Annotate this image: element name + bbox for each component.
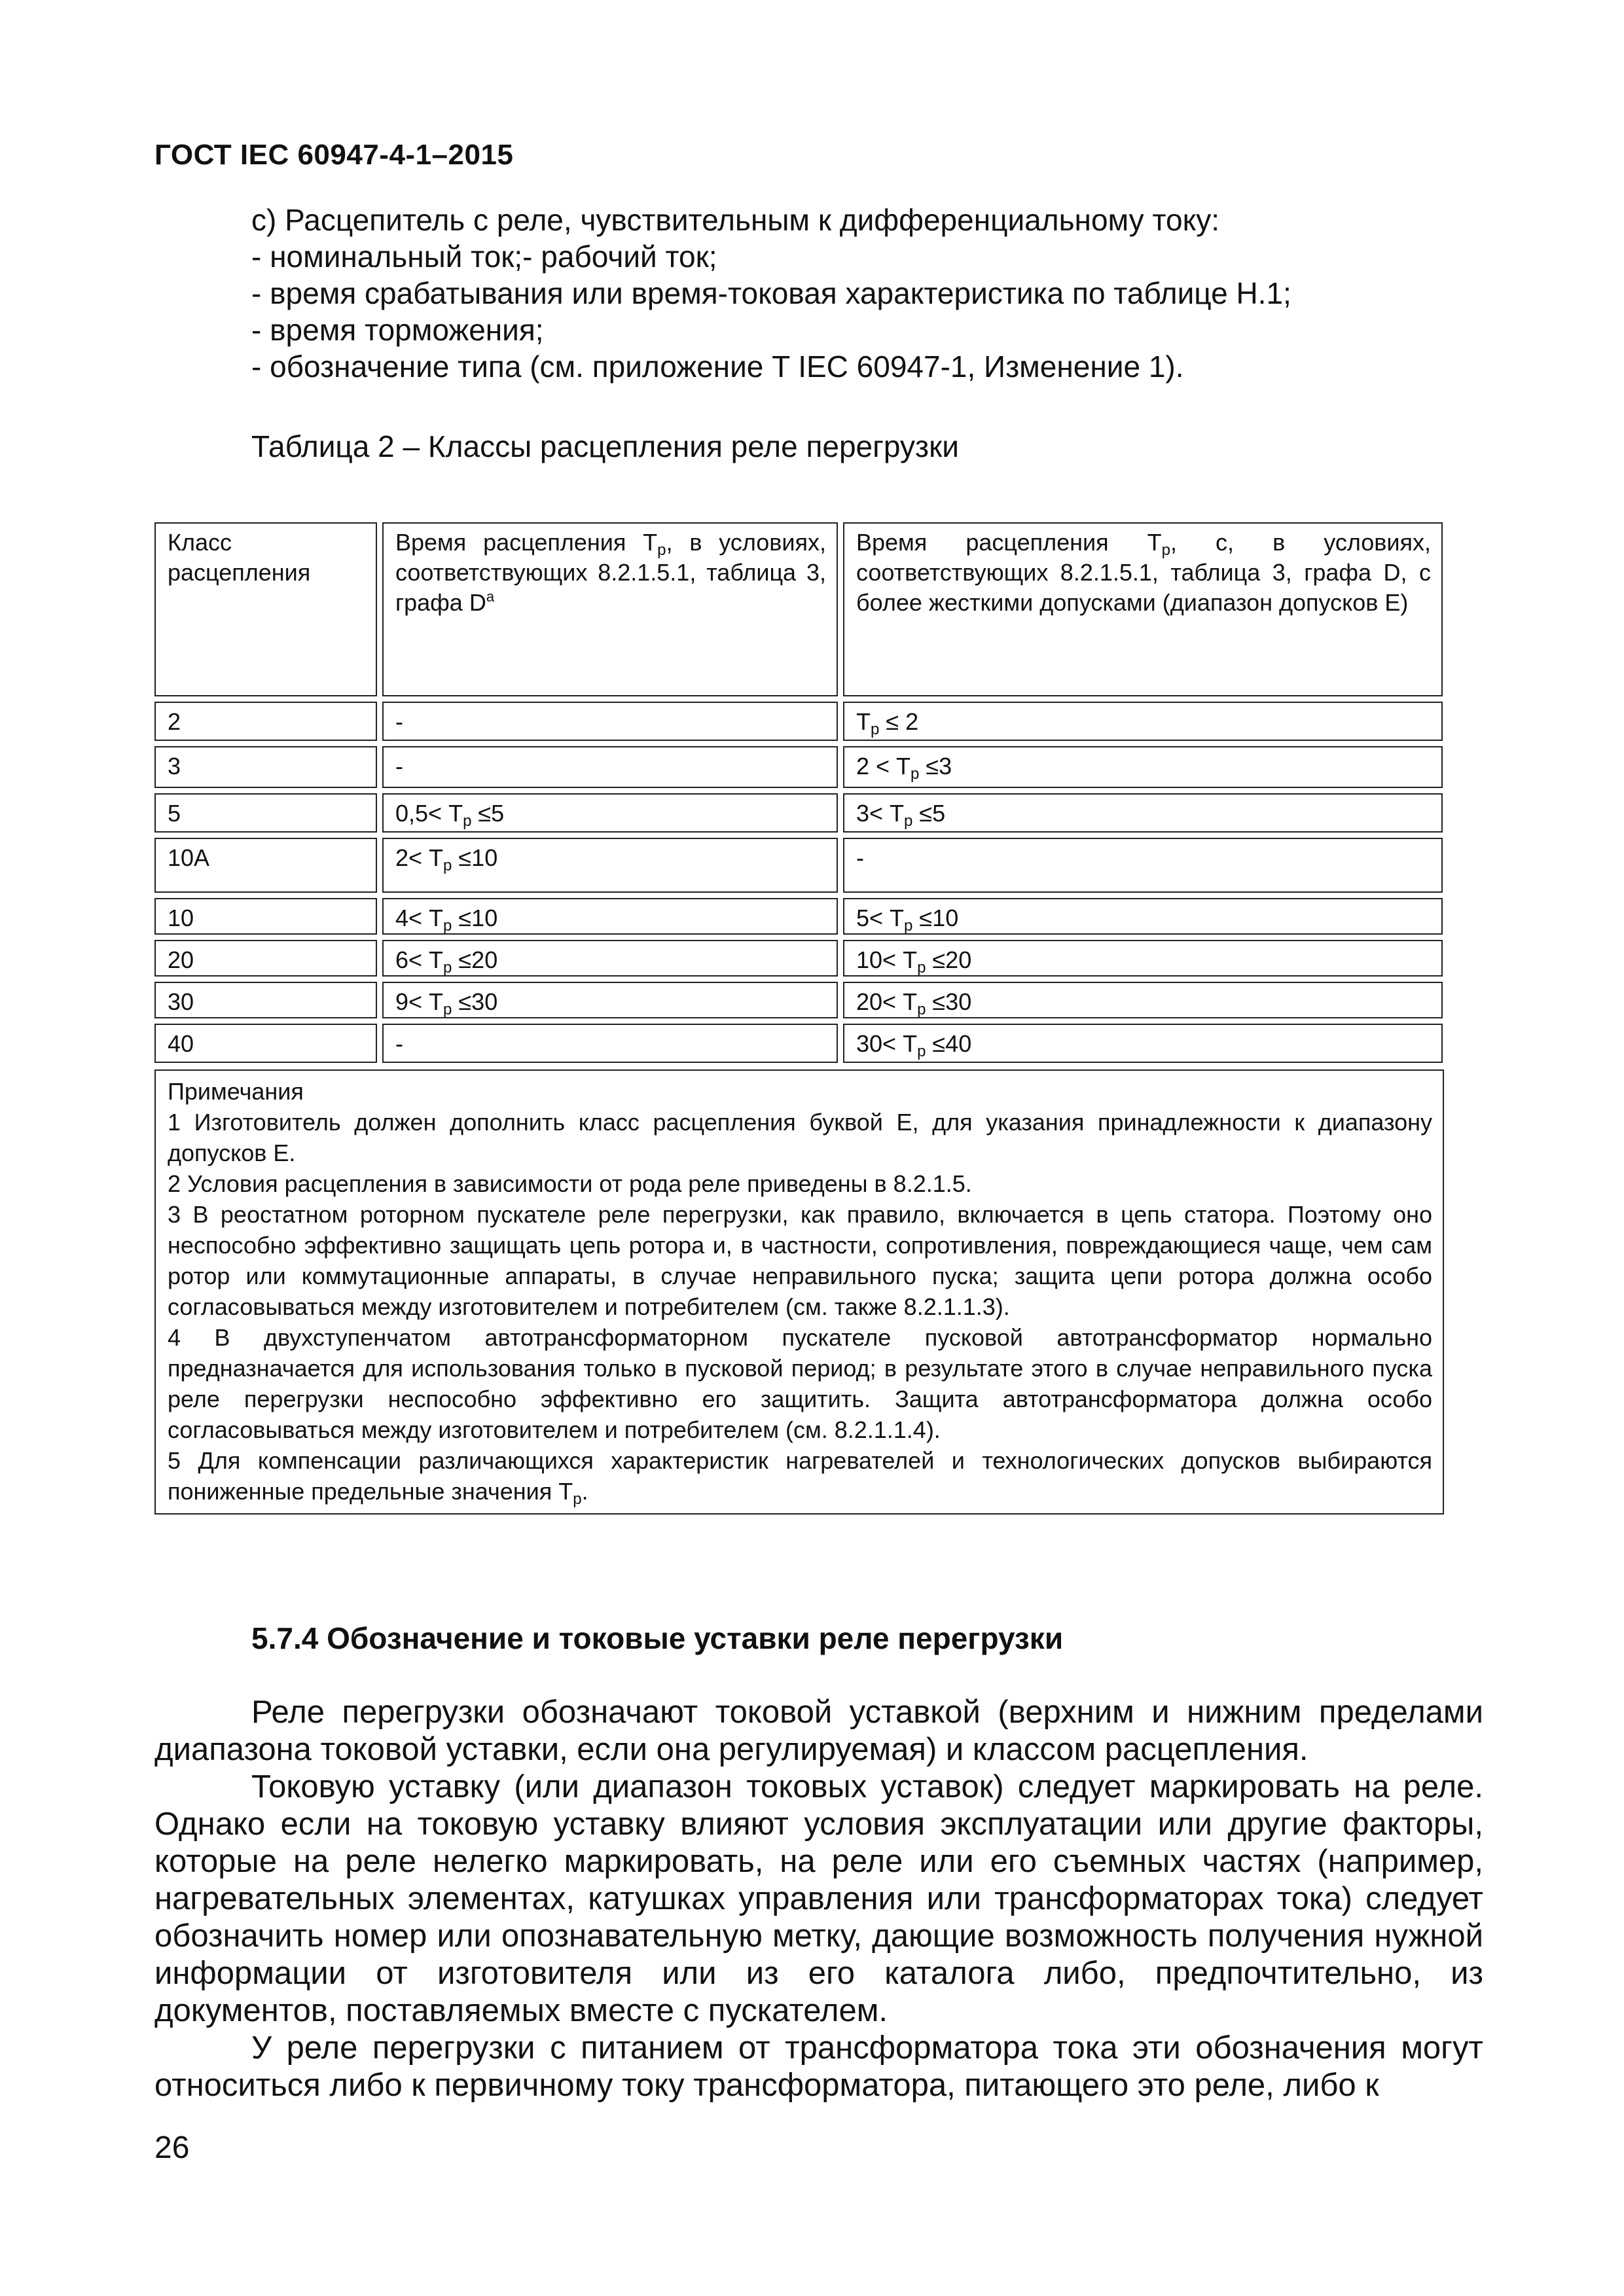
section-heading: 5.7.4 Обозначение и токовые уставки реле перегрузки (251, 1621, 1064, 1655)
list-item: - номинальный ток;- рабочий ток; (251, 240, 717, 274)
cell-trip-time: $2< Т_р \le 10$ (382, 838, 838, 893)
table-row (154, 982, 1444, 1018)
table-row (154, 838, 1444, 893)
note-item: 3 В реостатном роторном пускателе реле перегрузки, как правило, включается в цепь статора. Поэтому оно неспособно эффективно защищать цепь ротора и, в частности, сопротивления, повреждающиеся чаще, чем сам ротор или коммутационные аппараты, в случае неправильного пуска; защита цепи ротора должна особо согласовываться между изготовителем и потребителем (см. также 8.2.1.1.3). (168, 1201, 1432, 1320)
table-row (154, 746, 1444, 788)
list-item: - время торможения; (251, 313, 544, 347)
cell-trip-time-e: $Т_р \le 2$ (843, 702, 1443, 741)
cell-trip-time: $6< Т_р \le 20$ (382, 940, 838, 977)
page-number: 26 (154, 2130, 190, 2165)
table-notes (154, 1069, 1444, 1515)
cell-class: 40 (154, 1024, 377, 1063)
requirements-list (251, 202, 1495, 385)
cell-class: 30 (154, 982, 377, 1018)
notes-title: Примечания (168, 1078, 304, 1105)
cell-trip-time: $9< Т_р \le 30$ (382, 982, 838, 1018)
cell-trip-time-e: $10< Т_р \le 20$ (843, 940, 1443, 977)
cell-trip-time: - (382, 746, 838, 788)
cell-trip-time-e: $3< Т_р \le 5$ (843, 793, 1443, 833)
note-item: 2 Условия расцепления в зависимости от рода реле приведены в 8.2.1.5. (168, 1170, 972, 1197)
table-row (154, 702, 1444, 741)
table-row (154, 898, 1444, 935)
cell-class: 3 (154, 746, 377, 788)
header-cell-trip-time-e: Время расцепления $Т_р$, с, в условиях, соответствующих 8.2.1.5.1, таблица 3, графа D, с более жесткими допусками (диапазон допусков Е) (843, 522, 1443, 696)
cell-trip-time: $0,5< Т_р \le 5$ (382, 793, 838, 833)
paragraph: У реле перегрузки с питанием от трансформатора тока эти обозначения могут относиться либо к первичному току трансформатора, питающего это реле, либо к (154, 2030, 1483, 2103)
list-item: c) Расцепитель с реле, чувствительным к дифференциальному току: (251, 203, 1220, 237)
cell-trip-time: - (382, 702, 838, 741)
cell-trip-time: $4< Т_р \le 10$ (382, 898, 838, 935)
trip-class-table (154, 522, 1444, 1515)
cell-trip-time-e: - (843, 838, 1443, 893)
cell-trip-time-e: $2 < Т_р \le 3$ (843, 746, 1443, 788)
list-item: - время срабатывания или время-токовая характеристика по таблице Н.1; (251, 276, 1291, 310)
header-cell-trip-time: Время расцепления $Т_р$, в условиях, соответствующих 8.2.1.5.1, таблица 3, графа $D^a$ (382, 522, 838, 696)
cell-class: 2 (154, 702, 377, 741)
paragraph: Реле перегрузки обозначают токовой уставкой (верхним и нижним пределами диапазона токовой уставки, если она регулируемая) и классом расцепления. (154, 1695, 1483, 1767)
document-header: ГОСТ IEC 60947-4-1–2015 (154, 139, 514, 171)
cell-trip-time-e: $20< Т_р \le 30$ (843, 982, 1443, 1018)
note-item: 4 В двухступенчатом автотрансформаторном пускателе пусковой автотрансформатор нормально предназначается для использования только в пусковой период; в результате этого в случае неправильного пуска реле перегрузки неспособно эффективно его защитить. Защита автотрансформатора должна особо согласовываться между изготовителем и потребителем (см. 8.2.1.1.4). (168, 1324, 1432, 1443)
table-header-row (154, 522, 1444, 696)
table-caption: Таблица 2 – Классы расцепления реле перегрузки (251, 429, 959, 463)
cell-class: 5 (154, 793, 377, 833)
cell-class: 10А (154, 838, 377, 893)
note-item: 5 Для компенсации различающихся характеристик нагревателей и технологических допусков выбираются пониженные предельные значения $Т_р$. (168, 1447, 1432, 1508)
table-row (154, 940, 1444, 977)
table-row (154, 1024, 1444, 1063)
section-body (154, 1694, 1483, 2104)
cell-trip-time-e: $5< Т_р \le 10$ (843, 898, 1443, 935)
cell-trip-time: - (382, 1024, 838, 1063)
paragraph: Токовую уставку (или диапазон токовых уставок) следует маркировать на реле. Однако если на токовую уставку влияют условия эксплуатации или другие факторы, которые на реле нелегко маркировать, на реле или его съемных частях (например, нагревательных элементах, катушках управления или трансформаторах тока) следует обозначить номер или опознавательную метку, дающие возможность получения нужной информации от изготовителя или из его каталога либо, предпочтительно, из документов, поставляемых вместе с пускателем. (154, 1769, 1483, 2028)
cell-class: 10 (154, 898, 377, 935)
table-row (154, 793, 1444, 833)
cell-trip-time-e: $30< Т_р \le 40$ (843, 1024, 1443, 1063)
cell-class: 20 (154, 940, 377, 977)
header-cell-class: Класс расцепления (154, 522, 377, 696)
list-item: - обозначение типа (см. приложение T IEC 60947-1, Изменение 1). (251, 350, 1184, 384)
note-item: 1 Изготовитель должен дополнить класс расцепления буквой Е, для указания принадлежности к диапазону допусков Е. (168, 1109, 1432, 1166)
